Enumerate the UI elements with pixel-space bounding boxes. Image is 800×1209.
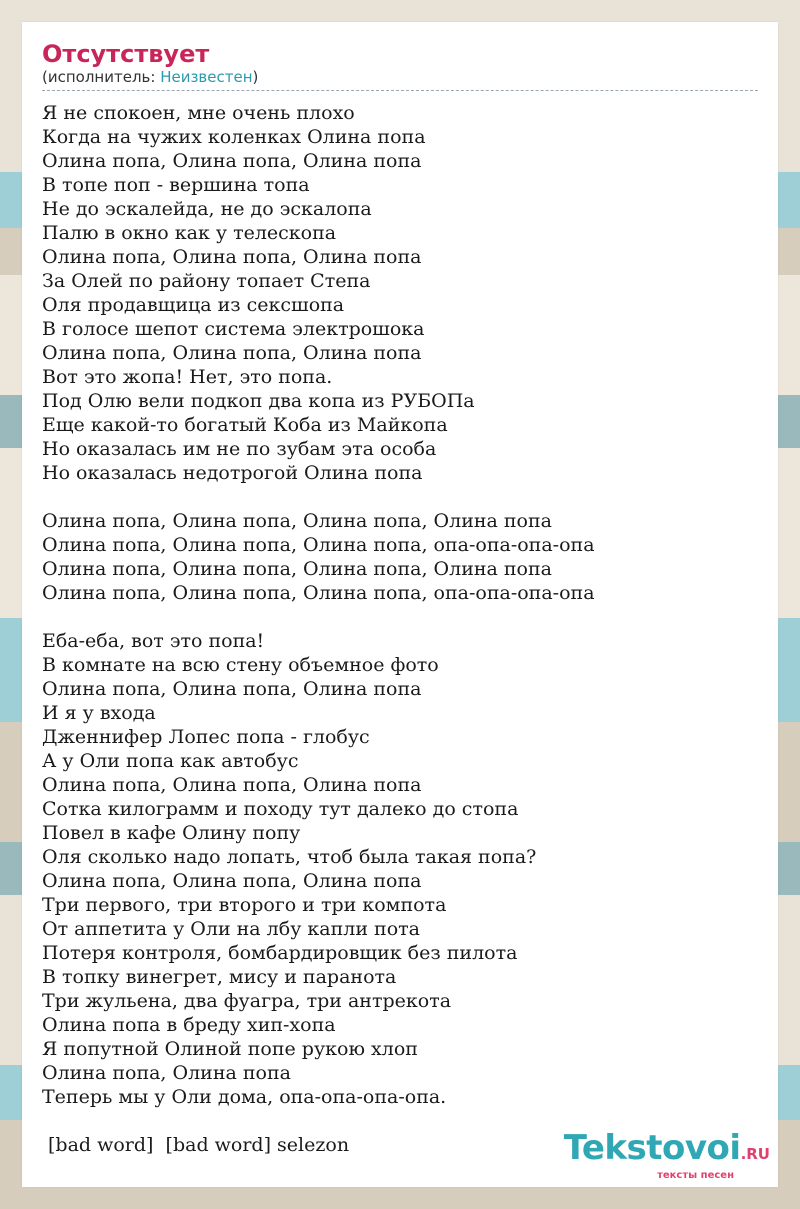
artist-link[interactable]: Неизвестен [160, 68, 253, 86]
lyric-line: Потеря контроля, бомбардировщик без пилота [42, 942, 518, 964]
lyric-line: Под Олю вели подкоп два копа из РУБОПа [42, 390, 475, 412]
logo-tld: .RU [740, 1145, 770, 1163]
lyric-line: Три первого, три второго и три компота [42, 894, 447, 916]
song-title: Отсутствует [42, 40, 210, 68]
stanza-break [42, 485, 758, 509]
logo-wordmark [564, 1130, 770, 1172]
lyric-line: Олина попа, Олина попа [42, 1062, 291, 1084]
lyric-line: Олина попа, Олина попа, Олина попа, Олина попа [42, 510, 552, 532]
lyric-line: Еще какой-то богатый Коба из Майкопа [42, 414, 448, 436]
lyric-line: В топе поп - вершина топа [42, 174, 310, 196]
lyric-line: Олина попа, Олина попа, Олина попа, опа-опа-опа-опа [42, 582, 595, 604]
lyric-line: За Олей по району топает Степа [42, 270, 371, 292]
lyric-line: Я попутной Олиной попе рукою хлоп [42, 1038, 418, 1060]
credits-line: [bad word] [bad word] selezon [48, 1134, 350, 1156]
lyric-line: Когда на чужих коленках Олина попа [42, 126, 426, 148]
lyric-line: В топку винегрет, мису и паранота [42, 966, 397, 988]
lyric-line: Еба-еба, вот это попа! [42, 630, 265, 652]
lyric-line: Оля сколько надо лопать, чтоб была такая попа? [42, 846, 537, 868]
artist-suffix: ) [252, 68, 259, 86]
lyric-line: Но оказалась недотрогой Олина попа [42, 462, 423, 484]
lyric-line: И я у входа [42, 702, 156, 724]
lyric-line: В комнате на всю стену объемное фото [42, 654, 439, 676]
lyric-line: От аппетита у Оли на лбу капли пота [42, 918, 420, 940]
lyric-line: Оля продавщица из сексшопа [42, 294, 345, 316]
lyric-line: Не до эскалейда, не до эскалопа [42, 198, 372, 220]
lyric-line: Олина попа, Олина попа, Олина попа [42, 342, 422, 364]
stanza-break [42, 605, 758, 629]
lyrics-card [22, 22, 778, 1187]
lyric-line: Олина попа, Олина попа, Олина попа [42, 150, 422, 172]
lyric-line: Олина попа, Олина попа, Олина попа, Олина попа [42, 558, 552, 580]
lyric-line: Олина попа в бреду хип-хопа [42, 1014, 336, 1036]
logo-tagline: тексты песен [657, 1170, 734, 1181]
lyric-line: Олина попа, Олина попа, Олина попа, опа-опа-опа-опа [42, 534, 595, 556]
lyric-line: Но оказалась им не по зубам эта особа [42, 438, 437, 460]
lyric-line: Я не спокоен, мне очень плохо [42, 102, 355, 124]
lyric-line: Олина попа, Олина попа, Олина попа [42, 678, 422, 700]
lyric-line: Олина попа, Олина попа, Олина попа [42, 870, 422, 892]
lyric-line: Олина попа, Олина попа, Олина попа [42, 774, 422, 796]
lyrics-text [42, 101, 758, 1109]
site-logo[interactable] [564, 1130, 770, 1181]
logo-name: Tekstovoi [563, 1128, 741, 1168]
lyric-line: Дженнифер Лопес попа - глобус [42, 726, 370, 748]
lyric-line: Сотка килограмм и походу тут далеко до стопа [42, 798, 519, 820]
lyric-line: Вот это жопа! Нет, это попа. [42, 366, 333, 388]
lyric-line: В голосе шепот система электрошока [42, 318, 425, 340]
artist-prefix: (исполнитель: [42, 68, 161, 86]
artist-line [42, 68, 758, 91]
lyric-line: Три жульена, два фуагра, три антрекота [42, 990, 452, 1012]
lyric-line: Теперь мы у Оли дома, опа-опа-опа-опа. [42, 1086, 447, 1108]
lyric-line: Повел в кафе Олину попу [42, 822, 301, 844]
lyric-line: Палю в окно как у телескопа [42, 222, 337, 244]
lyric-line: А у Оли попа как автобус [42, 750, 299, 772]
lyric-line: Олина попа, Олина попа, Олина попа [42, 246, 422, 268]
